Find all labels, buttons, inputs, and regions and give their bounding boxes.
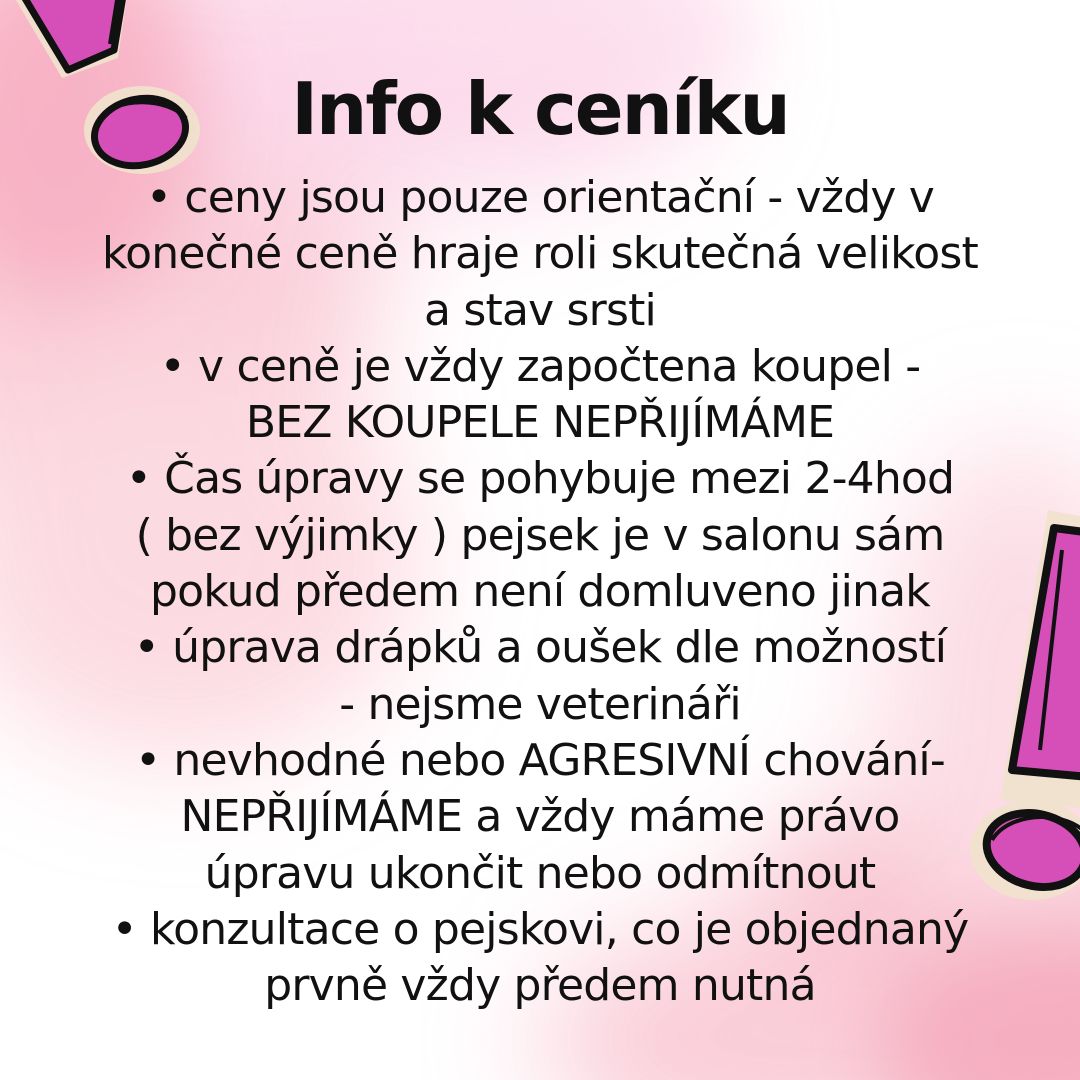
info-line: • konzultace o pejskovi, co je objednaný (111, 903, 969, 955)
info-line: pokud předem není domluveno jinak (150, 566, 930, 618)
info-line: - nejsme veterináři (339, 678, 741, 730)
info-line: prvně vždy předem nutná (264, 960, 816, 1012)
info-line: • úprava drápků a oušek dle možností (133, 622, 947, 674)
price-info-text (20, 170, 1060, 1014)
info-line: a stav srsti (424, 284, 656, 336)
info-line: • ceny jsou pouze orientační - vždy v (145, 172, 935, 223)
info-line: BEZ KOUPELE NEPŘIJÍMÁME (245, 397, 835, 449)
info-line: • v ceně je vždy započtena koupel - (159, 340, 921, 392)
info-line: úpravu ukončit nebo odmítnout (204, 847, 876, 899)
info-line: konečné ceně hraje roli skutečná velikost (102, 228, 978, 280)
info-line: NEPŘIJÍMÁME a vždy máme právo (180, 791, 900, 843)
info-line: • nevhodné nebo AGRESIVNÍ chování- (135, 734, 945, 786)
info-line: ( bez výjimky ) pejsek je v salonu sám (135, 509, 945, 561)
page-title: Info k ceníku (291, 67, 789, 151)
info-line: • Čas úpravy se pohybuje mezi 2-4hod (125, 453, 955, 505)
